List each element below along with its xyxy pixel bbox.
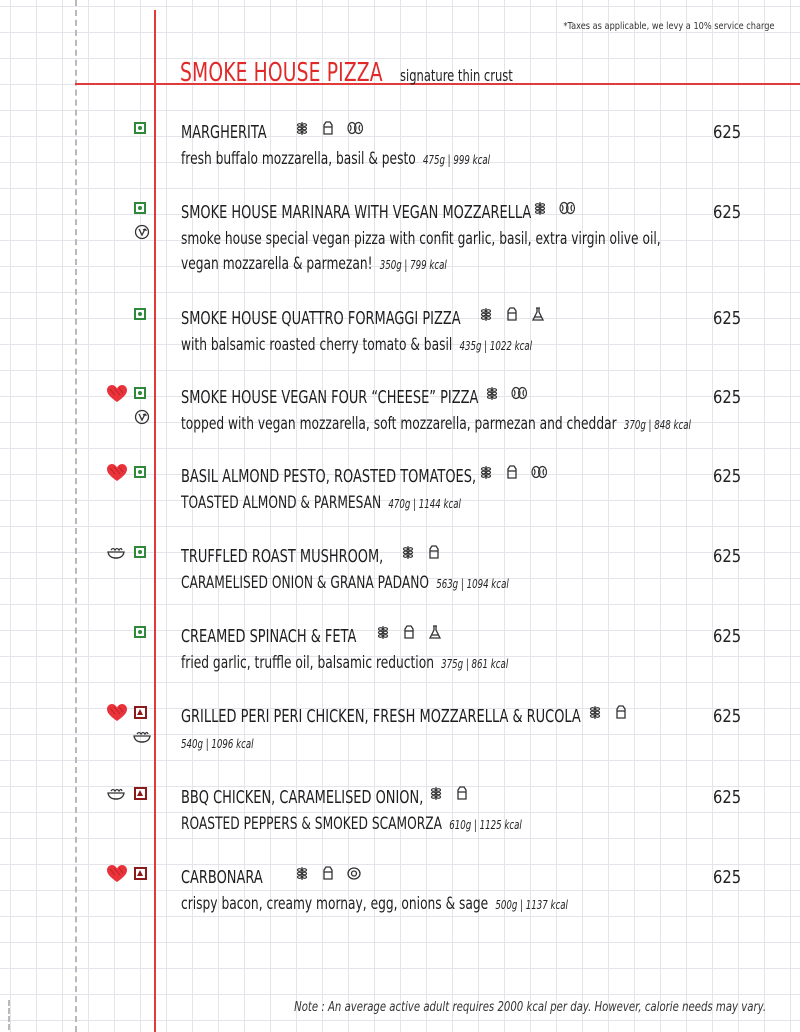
item-meta: 563g | 1094 kcal [436, 577, 509, 591]
item-description [181, 653, 508, 673]
wheat-icon [375, 624, 391, 640]
nuts-icon [530, 464, 546, 480]
item-description [181, 254, 447, 274]
wheat-icon [587, 704, 603, 720]
item-name: CREAMED SPINACH & FETA [181, 626, 357, 647]
item-price: 625 [713, 308, 742, 329]
tax-note: *Taxes as applicable, we levy a 10% service charge [562, 21, 774, 32]
section-header [180, 58, 513, 88]
item-description [181, 414, 691, 434]
bowl-icon [106, 785, 126, 801]
wheat-icon [294, 120, 310, 136]
wheat-icon [478, 464, 494, 480]
section-subtitle: signature thin crust [400, 66, 513, 85]
item-meta: 435g | 1022 kcal [459, 339, 533, 353]
item-description-text: with balsamic roasted cherry tomato & basil [181, 335, 453, 355]
nuts-icon [346, 120, 362, 136]
heart-icon [106, 384, 128, 404]
sulphite-icon [530, 306, 546, 322]
item-name: SMOKE HOUSE VEGAN FOUR “CHEESE” PIZZA [181, 387, 479, 408]
dairy-icon [320, 120, 336, 136]
heart-icon [106, 864, 128, 884]
item-description [181, 149, 490, 169]
item-price: 625 [713, 466, 742, 487]
item-description [181, 733, 254, 753]
item-price: 625 [713, 122, 742, 143]
section-title: SMOKE HOUSE PIZZA [180, 58, 383, 88]
veg-badge-icon [134, 308, 146, 320]
nuts-icon [558, 200, 574, 216]
item-price: 625 [713, 626, 742, 647]
dairy-icon [504, 464, 520, 480]
bowl-icon [132, 728, 152, 744]
heart-icon [106, 703, 128, 723]
dairy-icon [504, 306, 520, 322]
item-name: TRUFFLED ROAST MUSHROOM, [181, 546, 384, 567]
item-price: 625 [713, 706, 742, 727]
wheat-icon [484, 385, 500, 401]
dairy-icon [613, 704, 629, 720]
dairy-icon [401, 624, 417, 640]
item-price: 625 [713, 546, 742, 567]
item-description [181, 493, 461, 513]
item-name: CARBONARA [181, 867, 263, 888]
item-description-text: vegan mozzarella & parmezan! [181, 254, 373, 274]
wheat-icon [478, 306, 494, 322]
item-price: 625 [713, 387, 742, 408]
vegan-icon [134, 224, 150, 240]
cut-guide-left [75, 0, 77, 1032]
item-price: 625 [713, 787, 742, 808]
item-name: MARGHERITA [181, 122, 267, 143]
item-description-text: fried garlic, truffle oil, balsamic reduction [181, 653, 434, 673]
veg-badge-icon [134, 387, 146, 399]
nonveg-badge-icon [134, 787, 147, 800]
item-price: 625 [713, 867, 742, 888]
sulphite-icon [427, 624, 443, 640]
vegan-icon [134, 409, 150, 425]
footer-note: Note : An average active adult requires 2000 kcal per day. However, calorie needs may vary. [294, 1000, 766, 1015]
item-description-text: CARAMELISED ONION & GRANA PADANO [181, 573, 429, 593]
item-meta: 540g | 1096 kcal [181, 737, 254, 751]
item-description-text: smoke house special vegan pizza with confit garlic, basil, extra virgin olive oil, [181, 229, 661, 249]
item-meta: 475g | 999 kcal [422, 153, 491, 167]
item-meta: 370g | 848 kcal [623, 418, 691, 432]
item-description-text: ROASTED PEPPERS & SMOKED SCAMORZA [181, 814, 442, 834]
item-name: SMOKE HOUSE MARINARA WITH VEGAN MOZZARELLA [181, 202, 532, 223]
veg-badge-icon [134, 122, 146, 134]
veg-badge-icon [134, 202, 146, 214]
item-description [181, 894, 568, 914]
veg-badge-icon [134, 626, 146, 638]
veg-badge-icon [134, 546, 146, 558]
wheat-icon [294, 865, 310, 881]
egg-icon [346, 865, 362, 881]
item-name: GRILLED PERI PERI CHICKEN, FRESH MOZZARELLA & RUCOLA [181, 706, 581, 727]
veg-badge-icon [134, 466, 146, 478]
wheat-icon [532, 200, 548, 216]
item-meta: 350g | 799 kcal [379, 258, 447, 272]
item-description [181, 335, 532, 355]
nonveg-badge-icon [134, 706, 147, 719]
item-description [181, 229, 661, 249]
item-description-text: fresh buffalo mozzarella, basil & pesto [181, 149, 416, 169]
wheat-icon [400, 544, 416, 560]
item-meta: 375g | 861 kcal [441, 657, 509, 671]
nuts-icon [510, 385, 526, 401]
dairy-icon [320, 865, 336, 881]
item-description-text: topped with vegan mozzarella, soft mozzarella, parmezan and cheddar [181, 414, 617, 434]
item-description-text: TOASTED ALMOND & PARMESAN [181, 493, 382, 513]
item-name: SMOKE HOUSE QUATTRO FORMAGGI PIZZA [181, 308, 461, 329]
item-meta: 470g | 1144 kcal [388, 497, 461, 511]
wheat-icon [428, 785, 444, 801]
item-description [181, 814, 522, 834]
item-price: 625 [713, 202, 742, 223]
item-name: BBQ CHICKEN, CARAMELISED ONION, [181, 787, 424, 808]
item-meta: 610g | 1125 kcal [449, 818, 522, 832]
dairy-icon [454, 785, 470, 801]
heart-icon [106, 463, 128, 483]
item-description-text: crispy bacon, creamy mornay, egg, onions & sage [181, 894, 489, 914]
item-meta: 500g | 1137 kcal [495, 898, 568, 912]
dairy-icon [426, 544, 442, 560]
nonveg-badge-icon [134, 867, 147, 880]
item-description [181, 573, 509, 593]
cut-guide-corner [8, 1000, 10, 1030]
margin-line [154, 10, 156, 1032]
item-name: BASIL ALMOND PESTO, ROASTED TOMATOES, [181, 466, 477, 487]
bowl-icon [106, 544, 126, 560]
